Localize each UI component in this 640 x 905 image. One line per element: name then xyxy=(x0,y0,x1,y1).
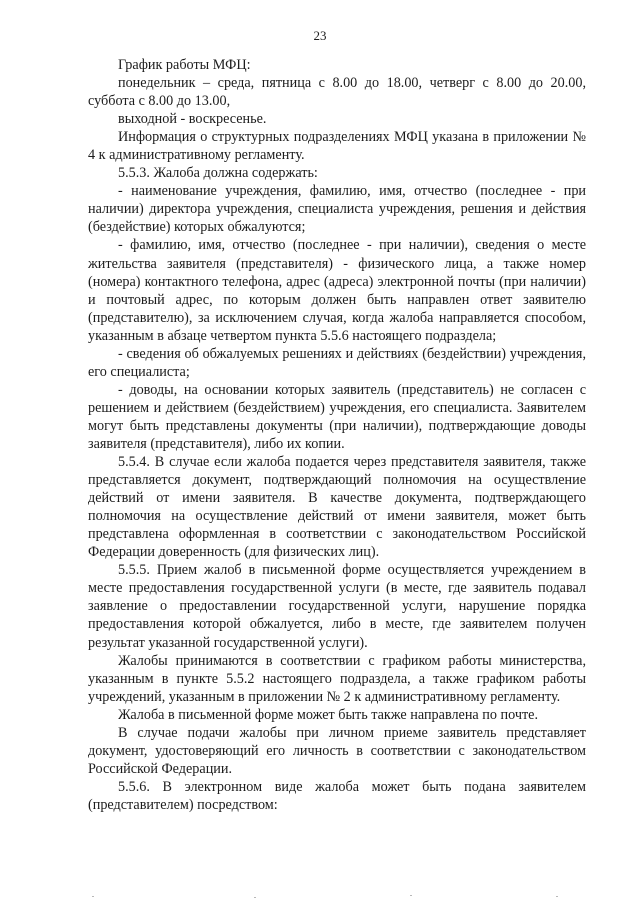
paragraph: 5.5.4. В случае если жалоба подается через представителя заявителя, также представляется документ, подтверждающий полномочия на осуществление действий от имени заявителя. В качестве документа, подтверждающего полномочия на осуществление действий от имени заявителя, может быть представлена оформленная в соответствии с законодательством Российской Федерации доверенность (для физических лиц). xyxy=(88,454,586,561)
paragraph: понедельник – среда, пятница с 8.00 до 18.00, четверг с 8.00 до 20.00, суббота с 8.00 до 13.00, xyxy=(88,75,586,110)
paragraph: График работы МФЦ: xyxy=(118,57,251,73)
paragraph: Жалоба в письменной форме может быть также направлена по почте. xyxy=(118,706,539,723)
scan-artifact xyxy=(254,897,256,898)
paragraph: В случае подачи жалобы при личном приеме заявитель представляет документ, удостоверяющий его личность в соответствии с законодательством Российской Федерации. xyxy=(88,724,586,777)
paragraph: 5.5.5. Прием жалоб в письменной форме осуществляется учреждением в месте предоставления государственной услуги (в месте, где заявитель подавал заявление о предоставлении государственной услуги, нарушение порядка предоставления которой обжалуется, либо в месте, где заявителем получен результат указанной государственной услуги). xyxy=(88,562,586,651)
scan-artifact xyxy=(410,895,412,896)
page-number: 23 xyxy=(313,28,327,43)
paragraph: Информация о структурных подразделениях МФЦ указана в приложении № 4 к административному регламенту. xyxy=(88,129,586,164)
paragraph: - доводы, на основании которых заявитель (представитель) не согласен с решением и действием (бездействием) учреждения, его специалиста. Заявителем могут быть представлены документы (при наличии), подтверждающие доводы заявителя (представителя), либо их копии. xyxy=(88,381,586,452)
paragraph: - фамилию, имя, отчество (последнее - при наличии), сведения о месте жительства заявителя (представителя) - физического лица, а также номер (номера) контактного телефона, адрес (адреса) электронной почты (при наличии) и почтовый адрес, по которым должен быть направлен ответ заявителю (представителю), за исключением случая, когда жалоба направляется способом, указанным в абзаце четвертом пункта 5.5.6 настоящего подраздела; xyxy=(88,237,586,344)
scan-artifact xyxy=(92,896,94,897)
paragraph: - наименование учреждения, фамилию, имя, отчество (последнее - при наличии) директора учреждения, специалиста учреждения, решения и действия (бездействие) которых обжалуются; xyxy=(88,183,586,236)
paragraph: выходной - воскресенье. xyxy=(118,111,267,128)
paragraph: Жалобы принимаются в соответствии с графиком работы министерства, указанным в пункте 5.5.2 настоящего подраздела, а также графиком работы учреждений, указанным в приложении № 2 к административному регламенту. xyxy=(88,652,586,705)
paragraph: 5.5.6. В электронном виде жалоба может быть подана заявителем (представителем) посредством: xyxy=(88,778,586,813)
paragraph: 5.5.3. Жалоба должна содержать: xyxy=(118,165,318,182)
document-body xyxy=(88,56,586,814)
scan-artifact xyxy=(556,896,558,897)
paragraph: - сведения об обжалуемых решениях и действиях (бездействии) учреждения, его специалиста; xyxy=(88,345,586,380)
